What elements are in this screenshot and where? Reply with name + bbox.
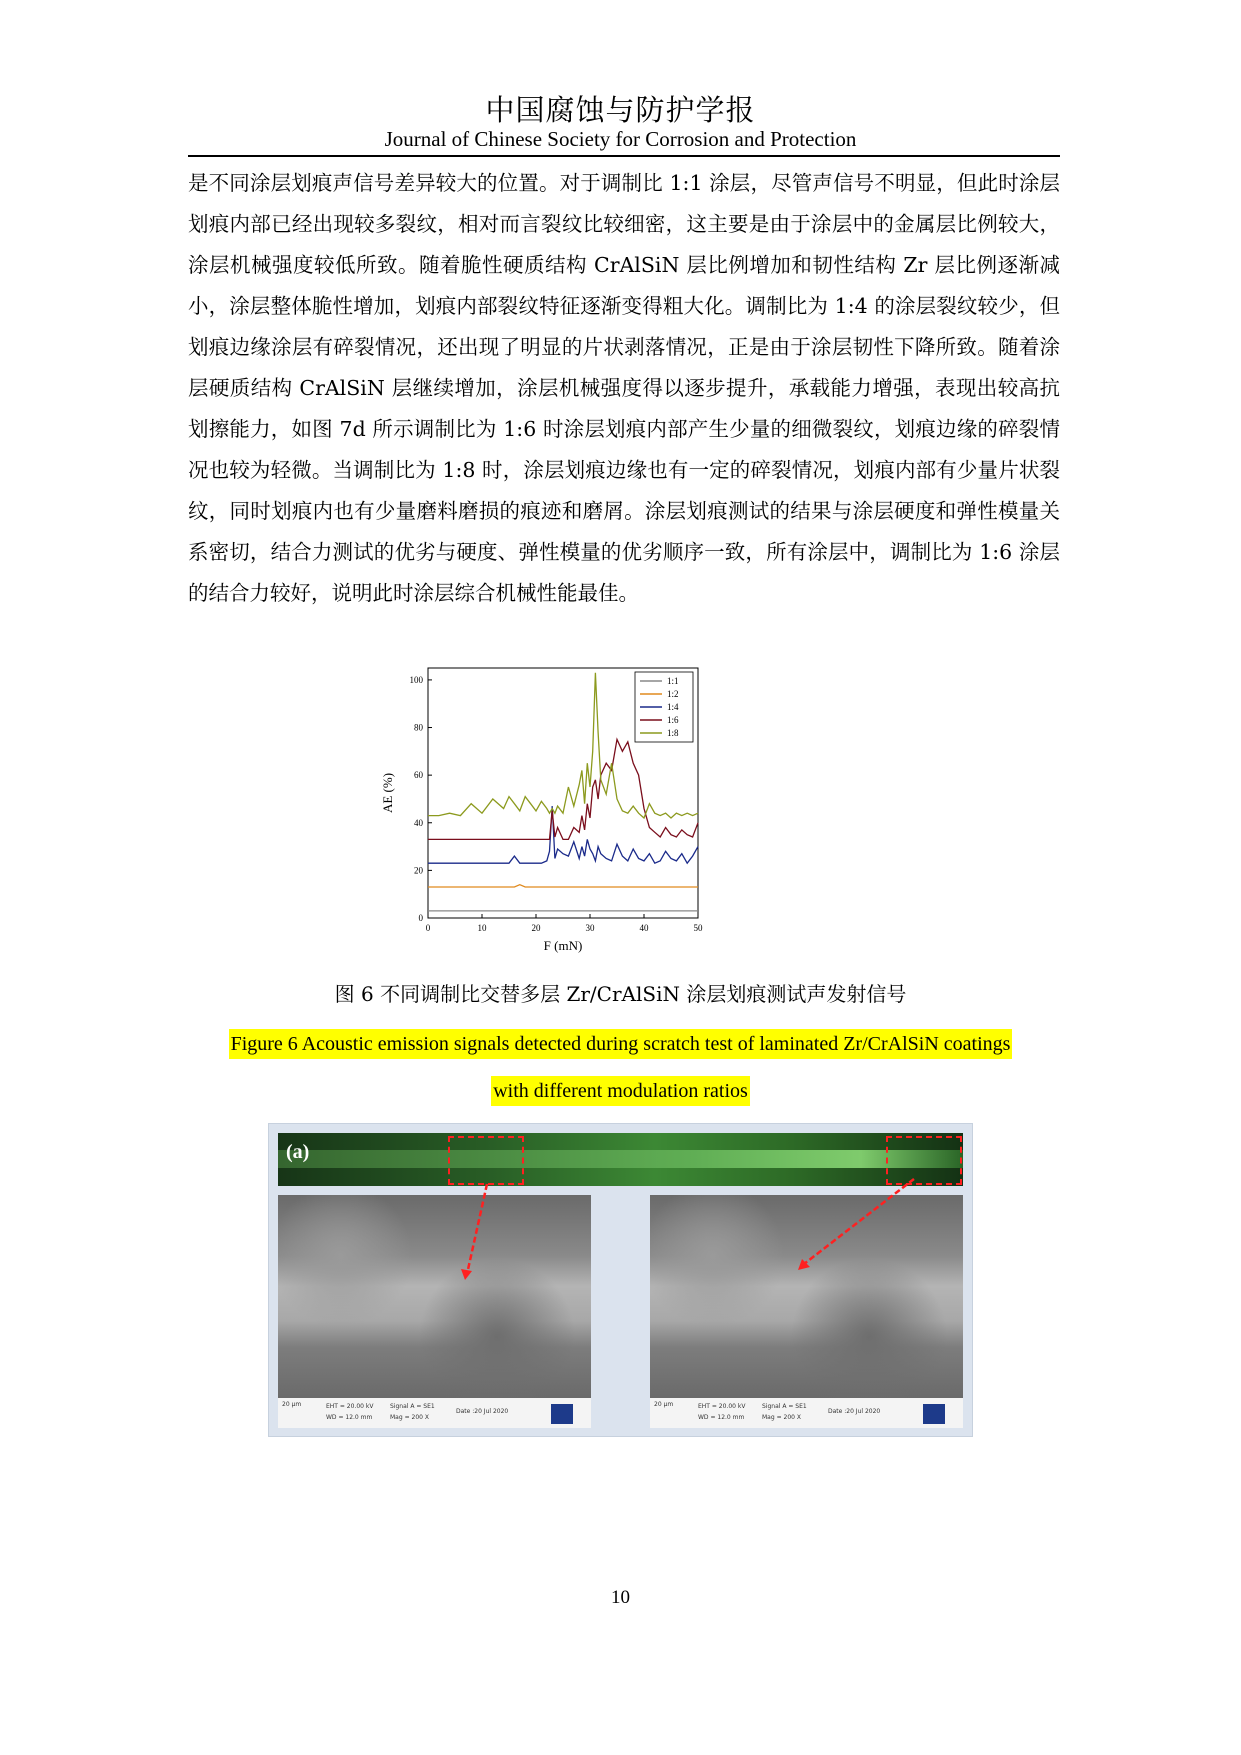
y-tick-label: 80 — [414, 722, 423, 733]
ae-chart-svg — [380, 660, 800, 960]
panel-label: (a) — [286, 1141, 310, 1163]
header-divider — [188, 155, 1060, 157]
highlight-box-right — [886, 1136, 962, 1185]
x-tick-label: 30 — [585, 923, 595, 933]
ae-chart — [380, 660, 800, 960]
sem-wd: WD = 12.0 mm — [698, 1414, 745, 1421]
legend-label: 1:1 — [667, 676, 679, 686]
sem-image-right — [650, 1195, 963, 1428]
sem-scale: 20 µm — [654, 1401, 674, 1408]
scratch-track-band — [278, 1150, 963, 1168]
page-number: 10 — [611, 1587, 630, 1608]
sem-signal: Signal A = SE1 — [762, 1403, 807, 1410]
sem-signal: Signal A = SE1 — [390, 1403, 435, 1410]
journal-title-en: Journal of Chinese Society for Corrosion and Protection — [384, 127, 857, 151]
sem-scale: 20 µm — [282, 1401, 302, 1408]
zeiss-logo — [923, 1404, 945, 1424]
body-paragraph: 是不同涂层划痕声信号差异较大的位置。对于调制比 1:1 涂层，尽管声信号不明显，但此时涂层划痕内部已经出现较多裂纹，相对而言裂纹比较细密，这主要是由于涂层中的金属层比例较大，涂层机械强度较低所致。随着脆性硬质结构 CrAlSiN 层比例增加和韧性结构 Zr 层比例逐渐减小，涂层整体脆性增加，划痕内部裂纹特征逐渐变得粗大化。调制比为 1:4 的涂层裂纹较少，但划痕边缘涂层有碎裂情况，还出现了明显的片状剥落情况，正是由于涂层韧性下降所致。随着涂层硬质结构 CrAlSiN 层继续增加，涂层机械强度得以逐步提升，承载能力增强，表现出较高抗划擦能力，如图 7d 所示调制比为 1:6 时涂层划痕内部产生少量的细微裂纹，划痕边缘的碎裂情况也较为轻微。当调制比为 1:8 时，涂层划痕边缘也有一定的碎裂情况，划痕内部有少量片状裂纹，同时划痕内也有少量磨料磨损的痕迹和磨屑。涂层划痕测试的结果与涂层硬度和弹性模量关系密切，结合力测试的优劣与硬度、弹性模量的优劣顺序一致，所有涂层中，调制比为 1:6 涂层的结合力较好，说明此时涂层综合机械性能最佳。 — [188, 171, 1060, 605]
sem-mag: Mag = 200 X — [762, 1414, 801, 1421]
sem-databar — [278, 1398, 591, 1428]
legend-label: 1:4 — [667, 702, 679, 712]
x-tick-label: 10 — [477, 923, 487, 933]
sem-date: Date :20 Jul 2020 — [828, 1408, 881, 1415]
x-tick-label: 20 — [531, 923, 541, 933]
sem-texture — [278, 1195, 591, 1398]
y-tick-label: 40 — [414, 817, 423, 828]
sem-eht: EHT = 20.00 kV — [698, 1403, 746, 1410]
sem-date: Date :20 Jul 2020 — [456, 1408, 509, 1415]
figure6-caption-en-line1: Figure 6 Acoustic emission signals detected during scratch test of laminated Zr/CrAlSiN coatings — [229, 1029, 1013, 1059]
scratch-micrograph-figure — [268, 1123, 973, 1437]
legend-label: 1:2 — [667, 689, 679, 699]
sem-texture — [650, 1195, 963, 1398]
journal-title-cn: 中国腐蚀与防护学报 — [485, 93, 756, 127]
highlight-box-left — [448, 1136, 524, 1185]
series-line-1-6 — [428, 739, 698, 839]
sem-wd: WD = 12.0 mm — [326, 1414, 373, 1421]
figure6-caption-cn: 图 6 不同调制比交替多层 Zr/CrAlSiN 涂层划痕测试声发射信号 — [334, 982, 907, 1006]
x-tick-label: 40 — [639, 923, 649, 933]
sem-databar — [650, 1398, 963, 1428]
zeiss-logo — [551, 1404, 573, 1424]
x-tick-label: 50 — [693, 923, 703, 933]
legend-label: 1:8 — [667, 728, 679, 738]
x-axis-label: F (mN) — [543, 938, 583, 953]
y-tick-label: 0 — [418, 913, 423, 923]
figure6-caption-en-line2: with different modulation ratios — [491, 1076, 750, 1106]
series-line-1-2 — [428, 885, 698, 887]
figure6-caption-en — [0, 1021, 1241, 1115]
sem-mag: Mag = 200 X — [390, 1414, 429, 1421]
x-tick-label: 0 — [425, 923, 431, 933]
sem-eht: EHT = 20.00 kV — [326, 1403, 374, 1410]
y-tick-label: 60 — [414, 770, 423, 781]
legend-label: 1:6 — [667, 715, 679, 725]
y-axis-label: AE (%) — [380, 772, 395, 814]
optical-scratch-track — [278, 1133, 963, 1186]
sem-image-left — [278, 1195, 591, 1428]
y-tick-label: 20 — [414, 865, 423, 876]
y-tick-label: 100 — [409, 674, 423, 685]
